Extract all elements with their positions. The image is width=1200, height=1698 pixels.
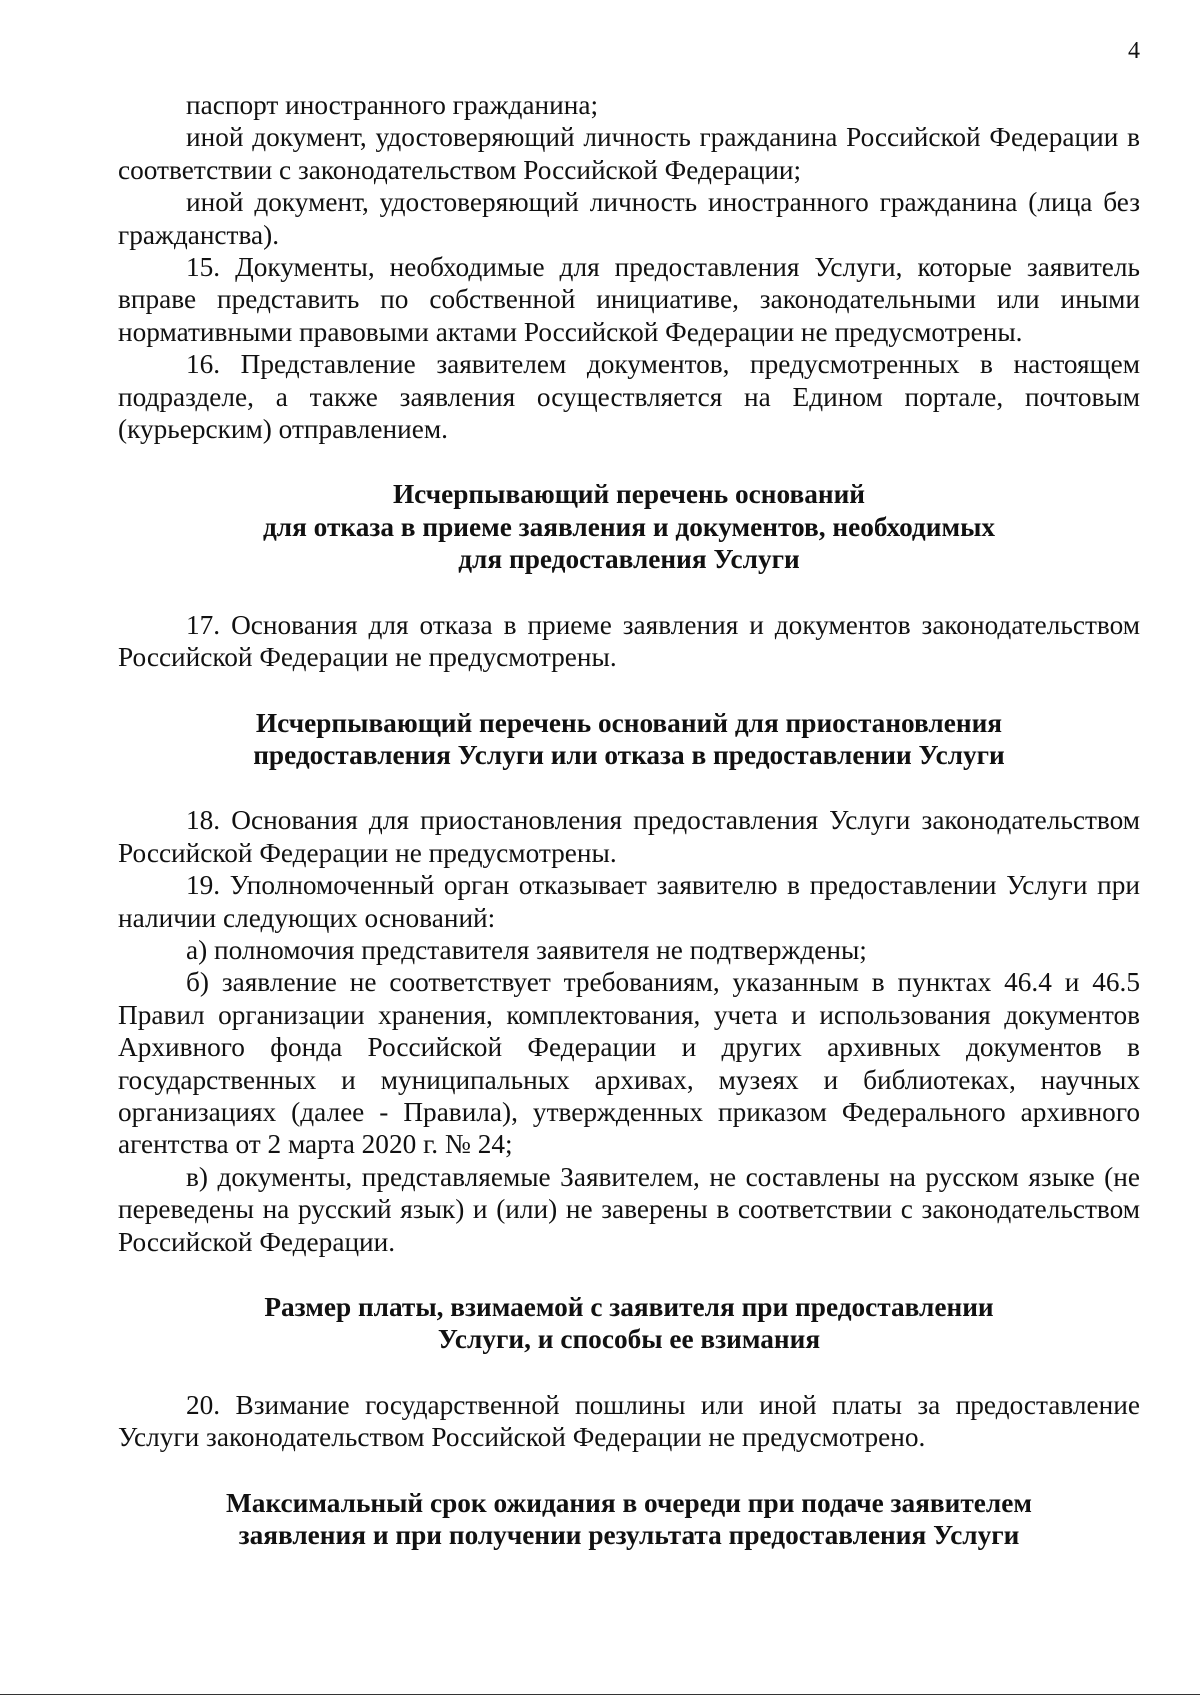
paragraph-18: 18. Основания для приостановления предоставления Услуги законодательством Российской Федерации не предусмотрены. [118, 805, 1140, 868]
scan-bottom-edge [0, 1694, 1200, 1695]
paragraph-19a: а) полномочия представителя заявителя не подтверждены; [186, 934, 867, 965]
heading-line: Размер платы, взимаемой с заявителя при предоставлении [264, 1292, 994, 1322]
paragraph-15: 15. Документы, необходимые для предоставления Услуги, которые заявитель вправе представить по собственной инициативе, законодательными или иными нормативными правовыми актами Российской Федерации не предусмотрены. [118, 252, 1140, 347]
heading-line: Исчерпывающий перечень оснований [392, 479, 866, 510]
section-heading-suspension [118, 707, 1140, 772]
paragraph-19: 19. Уполномоченный орган отказывает заявителю в предоставлении Услуги при наличии следующих оснований: [118, 870, 1140, 933]
paragraph-19c: в) документы, представляемые Заявителем, не составлены на русском языке (не переведены на русский язык) и (или) не заверены в соответствии с законодательством Российской Федерации. [118, 1161, 1140, 1257]
heading-line: Исчерпывающий перечень оснований для приостановления [255, 707, 1003, 738]
heading-line: Максимальный срок ожидания в очереди при подаче заявителем [226, 1487, 1032, 1518]
page-number: 4 [1128, 38, 1140, 64]
heading-line: предоставления Услуги или отказа в предоставлении Услуги [253, 739, 1005, 770]
heading-line: заявления и при получении результата предоставления Услуги [238, 1520, 1020, 1551]
paragraph-foreign-passport: паспорт иностранного гражданина; [186, 90, 599, 120]
paragraph-19b: б) заявление не соответствует требованиям, указанным в пунктах 46.4 и 46.5 Правил организации хранения, комплектования, учета и использования документов Архивного фонда Российской Федерации и других архивных документов в государственных и муниципальных архивах, музеях и библиотеках, научных организациях (далее - Правила), утвержденных приказом Федерального архивного агентства от 2 марта 2020 г. № 24; [118, 967, 1140, 1160]
paragraph-16: 16. Представление заявителем документов, предусмотренных в настоящем подразделе, а также заявления осуществляется на Едином портале, почтовым (курьерским) отправлением. [118, 349, 1140, 445]
heading-line: Услуги, и способы ее взимания [437, 1324, 821, 1355]
paragraph-other-id-foreign: иной документ, удостоверяющий личность иностранного гражданина (лица без гражданства). [118, 187, 1140, 250]
section-heading-queue-time [118, 1487, 1140, 1552]
section-heading-fee [118, 1291, 1140, 1356]
heading-line: для отказа в приеме заявления и документов, необходимых [262, 511, 996, 542]
paragraph-17: 17. Основания для отказа в приеме заявления и документов законодательством Российской Федерации не предусмотрены. [118, 609, 1140, 673]
section-heading-refusal-acceptance [118, 478, 1140, 575]
document-body [118, 89, 1140, 1551]
paragraph-other-id-rf: иной документ, удостоверяющий личность гражданина Российской Федерации в соответствии с законодательством Российской Федерации; [118, 122, 1140, 185]
paragraph-20: 20. Взимание государственной пошлины или иной платы за предоставление Услуги законодательством Российской Федерации не предусмотрено. [118, 1389, 1140, 1453]
heading-line: для предоставления Услуги [458, 544, 800, 575]
